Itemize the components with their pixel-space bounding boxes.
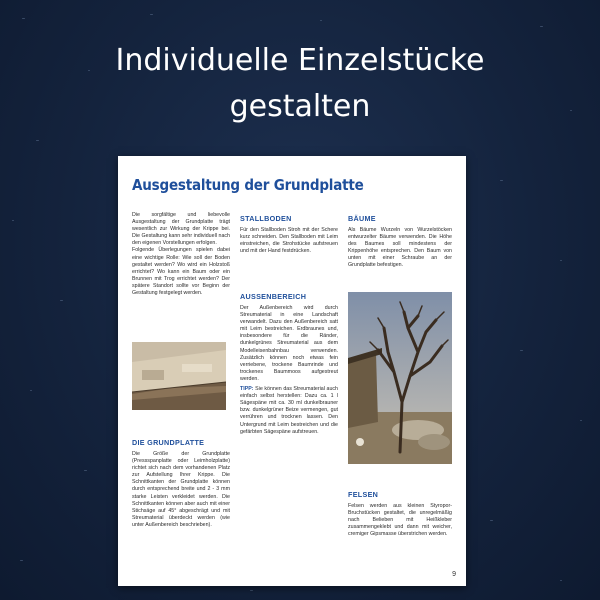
headline (0, 38, 600, 130)
book-page (118, 156, 466, 586)
headline-line-2: gestalten (229, 89, 371, 124)
intro-text-2: Folgende Überlegungen spielen dabei eine wichtige Rolle: Wie soll der Boden gestaltet werden? Wo wird ein Holzstoß errichtet? Wo kann ein Baum oder ein Brunnen mit Trog errichtet werden? Der spätere Standort sollte vor Beginn der Gestaltung festgelegt werden. (132, 247, 230, 297)
tip-text: Sie können das Streumaterial auch einfach selbst herstellen: Dazu ca. 1 l Sägespäne mit ca. 30 ml dunkelbrauner bzw. dunkelgrüner Beize vermengen, gut verrühren und trocknen lassen. Den Untergrund mit Leim bestreichen und die gefärbten Sägespäne aufstreuen. (240, 386, 338, 435)
section-grundplatte (132, 438, 230, 529)
section-stallboden (240, 214, 338, 255)
stallboden-heading: STALLBODEN (240, 214, 292, 223)
baeume-heading: BÄUME (348, 214, 376, 223)
base-plate-photo (132, 342, 226, 410)
tip-paragraph (240, 386, 338, 436)
page-title: Ausgestaltung der Grundplatte (132, 176, 364, 194)
aussenbereich-text: Der Außenbereich wird durch Streumaterial in eine Landschaft verwandelt. Dazu den Außenbereich satt mit Leim bestreichen. Erdbraunes und, insbesondere für die Ränder, dunkelgrünes Streumaterial aus dem Modelleisenbahnbau verwenden. Zusätzlich können noch etwas fein verriebene, trockene Baumrinde und trockenes Baummoos aufgestreut werden. (240, 305, 338, 382)
felsen-heading: FELSEN (348, 490, 379, 499)
tree-photo (348, 292, 452, 464)
column-left (132, 212, 230, 297)
page-number: 9 (452, 571, 456, 578)
section-baeume (348, 214, 452, 270)
headline-line-1: Individuelle Einzelstücke (115, 43, 485, 78)
grundplatte-text: Die Größe der Grundplatte (Pressspanplatte oder Leimholzplatte) richtet sich nach dem vorhandenen Platz zur Aufstellung Ihrer Krippe. Die Schnittkanten der Grundplatte können durch entsprechend breite und 2 - 3 mm starke Leisten verkleidet werden. Die Schnittkanten können aber auch mit einer Stichsäge auf 45° abgeschrägt und mit Streumaterial überdeckt werden (wie unter Außenbereich beschrieben). (132, 451, 230, 528)
stallboden-text: Für den Stallboden Stroh mit der Schere kurz schneiden. Den Stallboden mit Leim einstreichen, die Strohstücke aufstreuen und mit der Hand festdrücken. (240, 227, 338, 255)
felsen-text: Felsen werden aus kleinen Styropor-Bruchstücken gestaltet, die unregelmäßig nach Belieben mit Heißkleber zusammengeklebt und dann mit weicher, cremiger Gipsmasse überstrichen werden. (348, 503, 452, 538)
baeume-text: Als Bäume Wurzeln von Wurzelstöcken entwurzelter Bäume verwenden. Die Höhe des Baumes soll mindestens der Krippenhöhe entsprechen. Den Baum von unten mit einer Schraube an der Grundplatte befestigen. (348, 227, 452, 269)
section-felsen (348, 490, 452, 538)
section-aussenbereich (240, 292, 338, 436)
intro-text: Die sorgfältige und liebevolle Ausgestaltung der Grundplatte trägt wesentlich zur Wirkung der Krippe bei. Die Gestaltung kann sehr individuell nach den eigenen Vorstellungen erfolgen. (132, 212, 230, 247)
aussenbereich-heading: AUSSENBEREICH (240, 292, 307, 301)
tip-label: TIPP: (240, 386, 254, 393)
grundplatte-heading: DIE GRUNDPLATTE (132, 438, 205, 447)
